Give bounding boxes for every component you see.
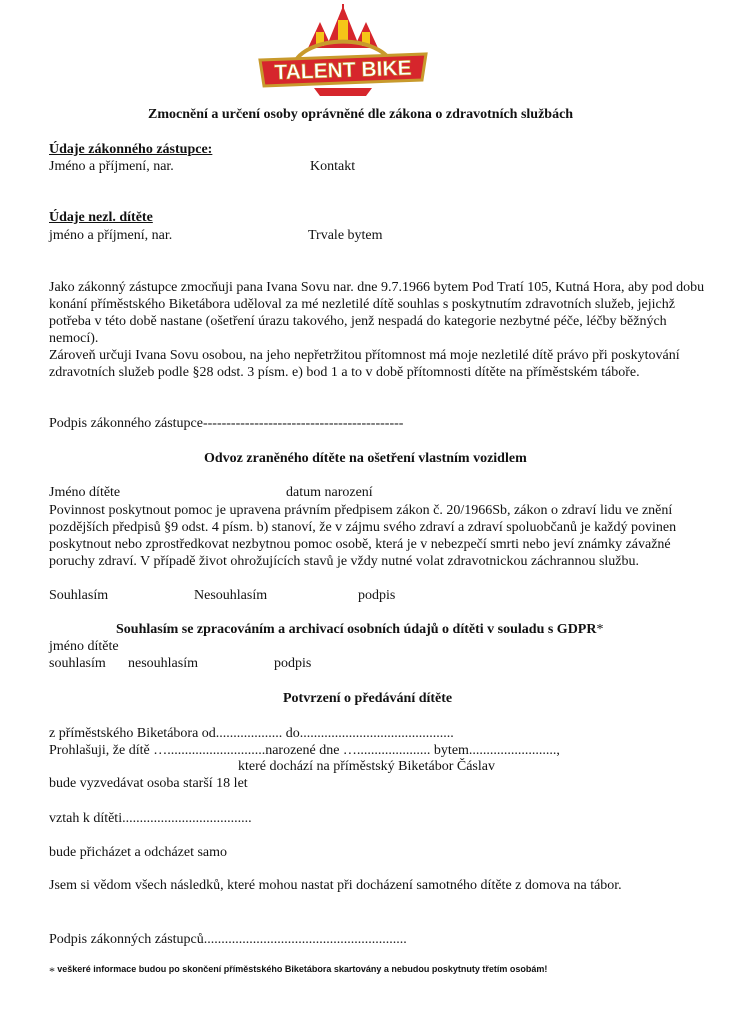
transport-disagree-option: Nesouhlasím — [194, 588, 268, 603]
gdpr-child-name-label: jméno dítěte — [49, 639, 119, 654]
child-heading: Údaje nezl. dítěte — [49, 210, 153, 225]
gdpr-signature-label: podpis — [274, 656, 312, 671]
footnote-asterisk: * — [49, 964, 55, 978]
footnote — [49, 964, 547, 979]
handover-declaration-line: Prohlašuji, že dítě …............................narozené dne …..................... bytem........................., — [49, 743, 560, 758]
authorization-signature-line: Podpis zákonného zástupce------------------------------------------- — [49, 416, 404, 431]
handover-camp-line: které dochází na příměstský Biketábor Čáslav — [238, 759, 495, 774]
handover-relationship-line: vztah k dítěti..................................... — [49, 811, 252, 826]
page-title: Zmocnění a určení osoby oprávněné dle zákona o zdravotních službách — [148, 107, 574, 122]
transport-signature-label: podpis — [358, 588, 396, 603]
gdpr-disagree-option: nesouhlasím — [128, 656, 198, 671]
gdpr-heading-row — [116, 622, 603, 638]
handover-alone-line: bude přicházet a odcházet samo — [49, 845, 228, 860]
guardian-heading: Údaje zákonného zástupce: — [49, 142, 213, 157]
gdpr-asterisk: * — [596, 622, 604, 637]
guardian-contact-label: Kontakt — [310, 159, 356, 174]
handover-signature-line: Podpis zákonných zástupců.......................................................... — [49, 932, 407, 947]
child-residence-label: Trvale bytem — [308, 228, 383, 243]
gdpr-agree-option: souhlasím — [49, 656, 106, 671]
guardian-name-label: Jméno a příjmení, nar. — [49, 159, 174, 174]
footnote-text: veškeré informace budou po skončení příměstského Biketábora skartovány a nebudou poskytnuty třetím osobám! — [57, 964, 548, 974]
transport-agree-option: Souhlasím — [49, 588, 109, 603]
transport-child-name-label: Jméno dítěte — [49, 485, 121, 500]
transport-heading: Odvoz zraněného dítěte na ošetření vlastním vozidlem — [204, 451, 527, 466]
child-name-label: jméno a příjmení, nar. — [49, 228, 173, 243]
authorization-paragraph-2: Zároveň určuji Ivana Sovu osobou, na jeho nepřetržitou přítomnost má moje nezletilé dítě právo při poskytování zdravotních služeb podle §28 odst. 3 písm. e) bod 1 a to v době přítomnosti dítěte na příměstském táboře. — [49, 348, 680, 380]
transport-birth-date-label: datum narození — [286, 485, 373, 500]
logo-text: TALENT BIKE — [273, 56, 412, 85]
transport-legal-text: Povinnost poskytnout pomoc je upravena právním předpisem zákon č. 20/1966Sb, zákon o zdraví lidu ve znění pozdějších předpisů §9 odst. 4 písm. b) stanoví, že v zájmu svého zdraví a zdraví spoluobčanů je každý povinen poskytnout nebo zprostředkovat nezbytnou pomoc osobě, která je v nebezpečí smrti nebo jeví známky závažné poruchy zdraví. V případě život ohrožujících stavů je vždy nutné volat zdravotnickou záchrannou službu. — [49, 503, 677, 569]
authorization-paragraph-1: Jako zákonný zástupce zmocňuji pana Ivana Sovu nar. dne 9.7.1966 bytem Pod Tratí 105, Kutná Hora, aby pod dobu konání příměstského Biketábora uděloval za mé nezletilé dítě souhlas s poskytnutím zdravotních služeb, jejichž potřeba v této době nastane (ošetření úrazu takového, jenž nespadá do kategorie nezbytné péče, léčby běžných nemocí). — [49, 280, 705, 346]
handover-awareness-line: Jsem si vědom všech následků, které mohou nastat při docházení samotného dítěte z domova na tábor. — [49, 878, 622, 893]
handover-adult-pickup-line: bude vyzvedávat osoba starší 18 let — [49, 776, 248, 791]
handover-heading: Potvrzení o předávání dítěte — [283, 691, 453, 706]
handover-dates-line: z příměstského Biketábora od................... do............................................ — [49, 726, 454, 741]
talent-bike-logo — [254, 4, 432, 98]
gdpr-heading: Souhlasím se zpracováním a archivací osobních údajů o dítěti v souladu s GDPR — [116, 622, 597, 637]
